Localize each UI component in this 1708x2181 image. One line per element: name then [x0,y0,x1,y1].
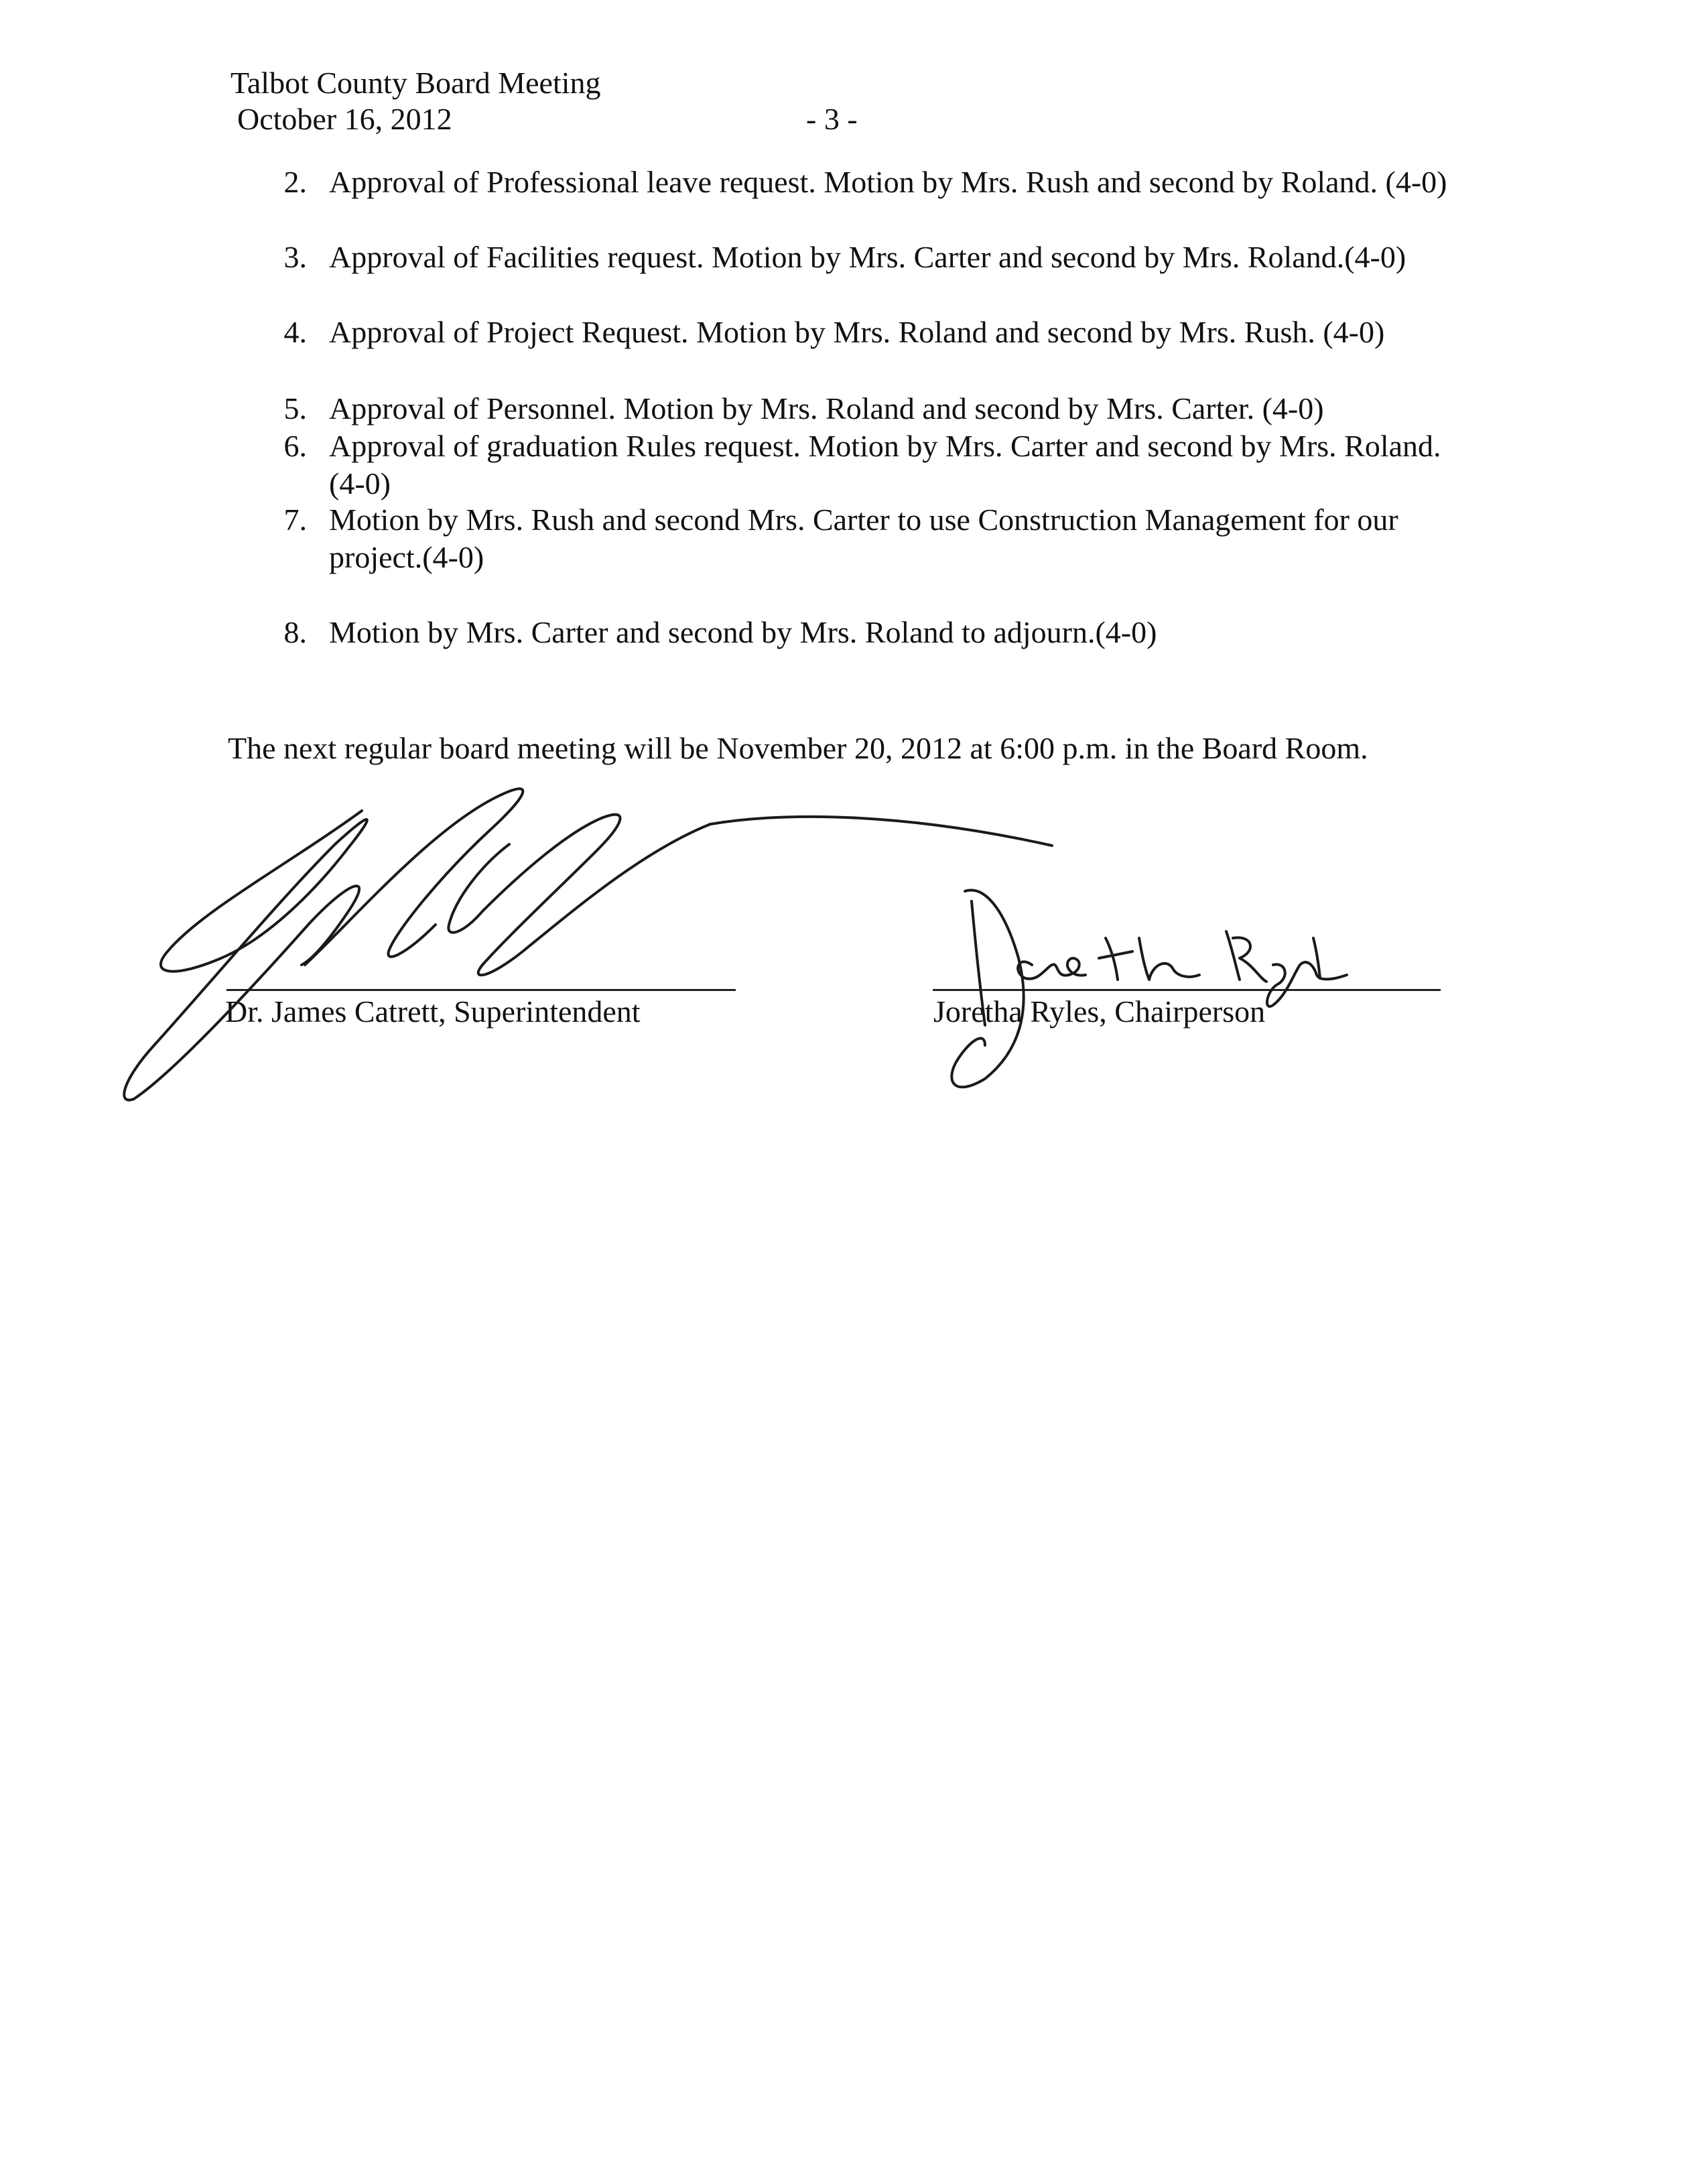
superintendent-signature [124,811,367,1100]
list-item-number: 6. [283,429,307,463]
list-item-number: 3. [283,240,307,274]
superintendent-caption: Dr. James Catrett, Superintendent [225,994,641,1029]
list-item-number: 5. [283,391,307,425]
list-item-number: 4. [283,315,307,349]
list-item-number: 2. [283,165,307,199]
superintendent-signature-line [226,989,736,991]
list-item-text: Approval of Project Request. Motion by Mrs. Roland and second by Mrs. Rush. (4-0) [329,315,1385,349]
list-item-number: 8. [283,615,307,649]
list-item-text: Approval of graduation Rules request. Motion by Mrs. Carter and second by Mrs. Roland. (4-0) [329,429,1441,501]
list-item-text: Approval of Professional leave request. Motion by Mrs. Rush and second by Roland. (4-0) [329,165,1447,199]
chairperson-signature-line [933,989,1441,991]
chairperson-caption: Joretha Ryles, Chairperson [933,994,1266,1029]
list-item-number: 7. [283,503,307,537]
list-item-text: Approval of Facilities request. Motion by Mrs. Carter and second by Mrs. Roland.(4-0) [329,240,1406,274]
document-title: Talbot County Board Meeting [231,66,601,100]
list-item-text: Motion by Mrs. Carter and second by Mrs. Roland to adjourn.(4-0) [329,615,1157,649]
list-item-text: Motion by Mrs. Rush and second Mrs. Carter to use Construction Management for our project.(4-0) [329,503,1398,574]
meeting-date: October 16, 2012 [237,102,452,136]
list-item-text: Approval of Personnel. Motion by Mrs. Roland and second by Mrs. Carter. (4-0) [329,391,1324,425]
page-number: - 3 - [806,102,858,136]
next-meeting-notice: The next regular board meeting will be November 20, 2012 at 6:00 p.m. in the Board Room. [228,731,1368,765]
